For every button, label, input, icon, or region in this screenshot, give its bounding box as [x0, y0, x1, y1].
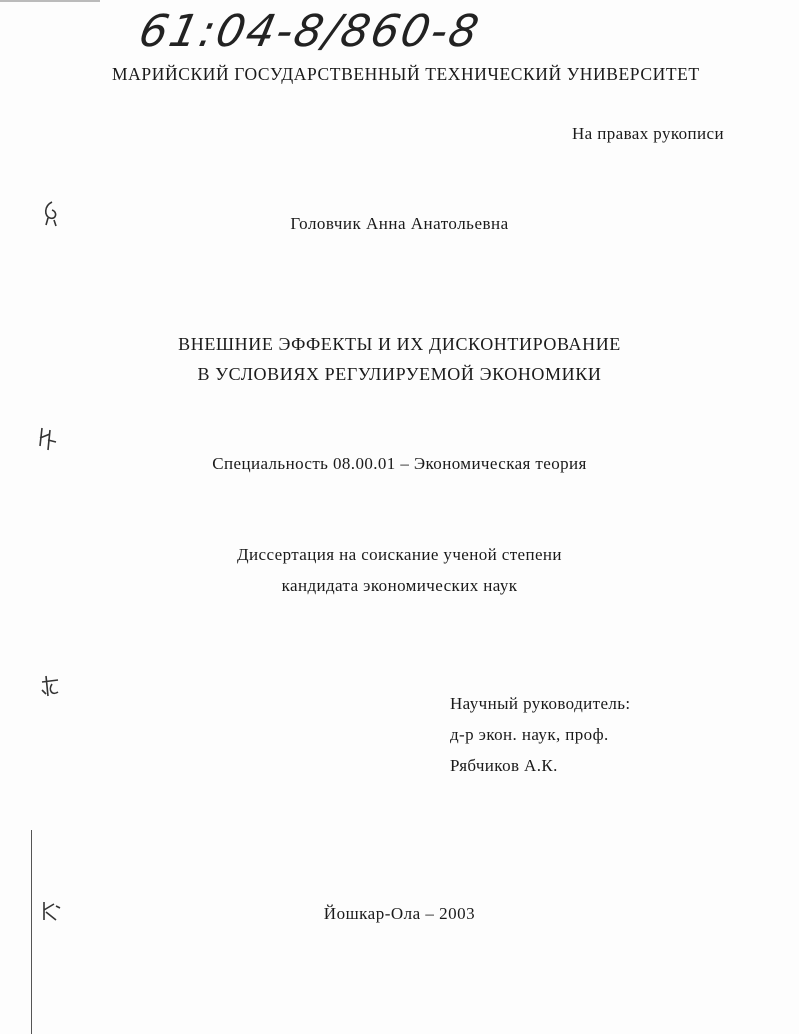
supervisor-degree: д-р экон. наук, проф.	[450, 725, 609, 744]
scan-edge-line	[0, 0, 100, 2]
supervisor-label: Научный руководитель:	[450, 694, 631, 713]
handwritten-archive-code: 61:04-8/860-8	[134, 6, 485, 57]
university-name: МАРИЙСКИЙ ГОСУДАРСТВЕННЫЙ ТЕХНИЧЕСКИЙ УНИВЕРСИТЕТ	[112, 64, 700, 84]
author-name: Головчик Анна Анатольевна	[290, 214, 509, 233]
dissertation-line-2: кандидата экономических наук	[281, 576, 518, 595]
margin-mark-icon	[36, 424, 62, 454]
scan-margin-line	[31, 830, 32, 1034]
margin-mark-icon	[38, 198, 64, 228]
city-year: Йошкар-Ола – 2003	[323, 904, 476, 923]
specialty-line: Специальность 08.00.01 – Экономическая теория	[212, 454, 587, 473]
thesis-title-line-1: ВНЕШНИЕ ЭФФЕКТЫ И ИХ ДИСКОНТИРОВАНИЕ	[178, 334, 621, 354]
margin-mark-icon	[38, 896, 64, 926]
thesis-title-line-2: В УСЛОВИЯХ РЕГУЛИРУЕМОЙ ЭКОНОМИКИ	[197, 364, 602, 384]
margin-mark-icon	[38, 672, 64, 702]
rights-note: На правах рукописи	[571, 124, 724, 143]
dissertation-line-1: Диссертация на соискание ученой степени	[237, 545, 562, 564]
supervisor-name: Рябчиков А.К.	[450, 756, 558, 775]
